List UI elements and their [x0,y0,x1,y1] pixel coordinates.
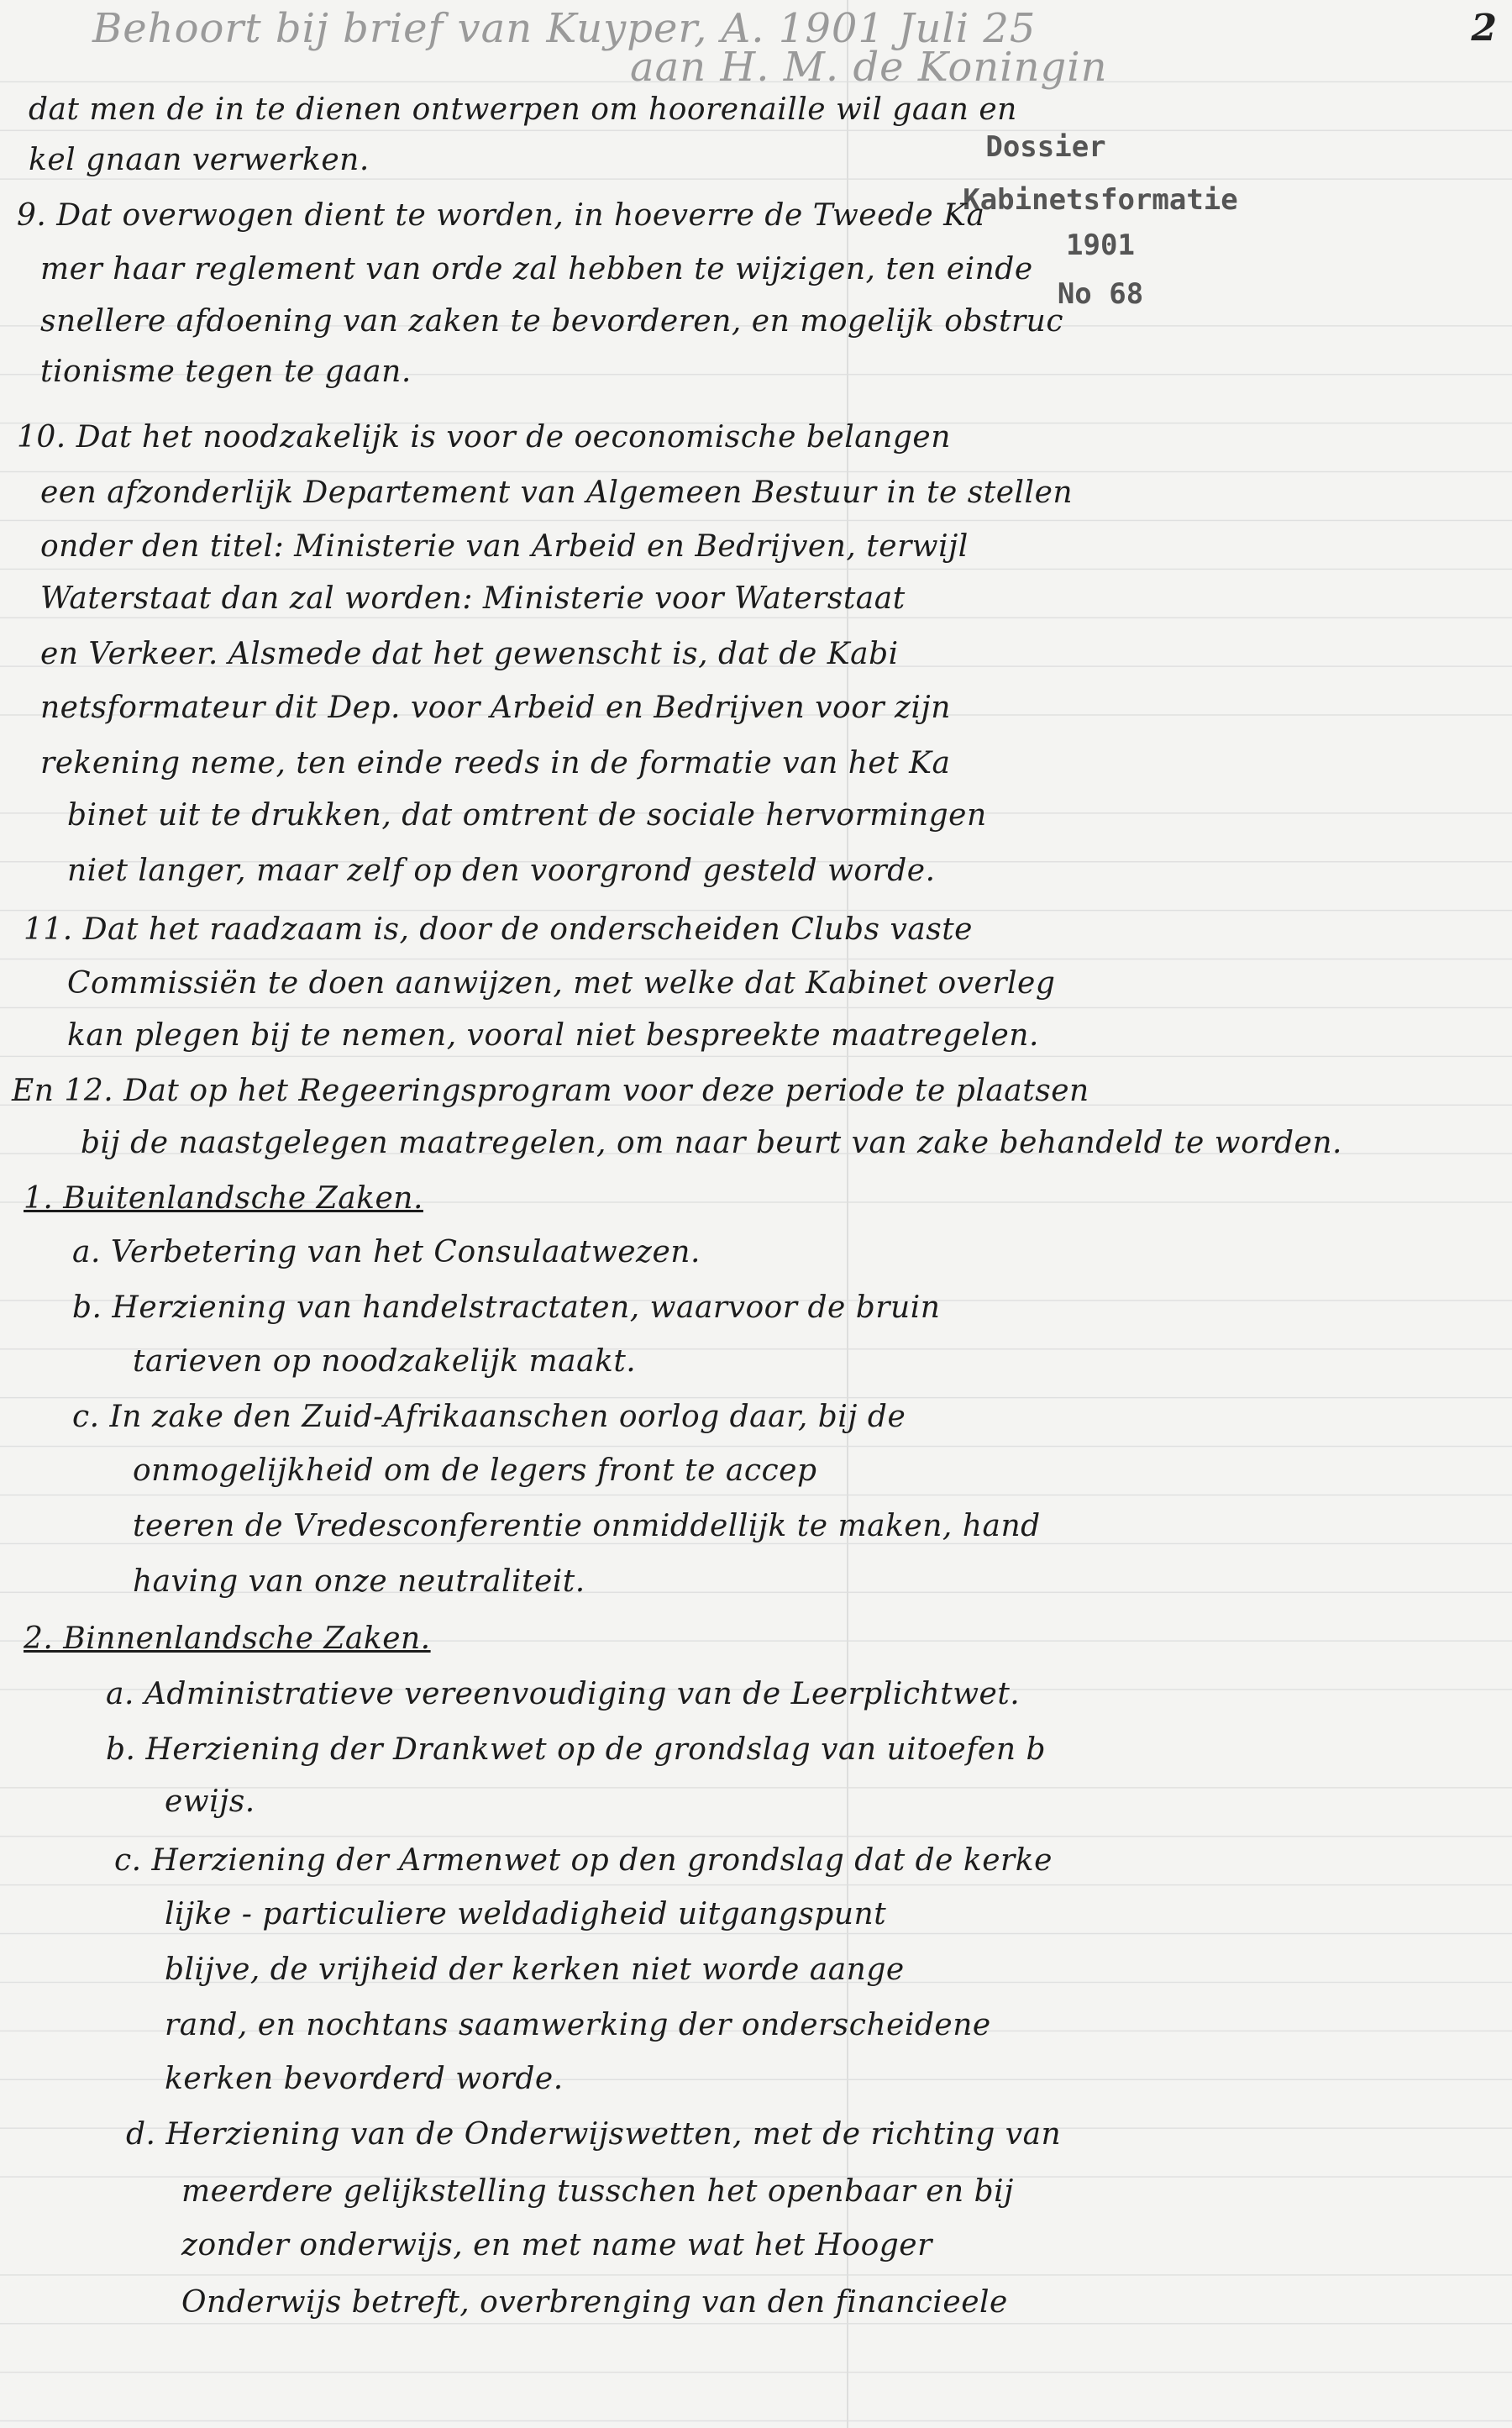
text-line: a. Administratieve vereenvoudiging van de Leerplichtwet. [106,1677,1021,1711]
text-line: dat men de in te dienen ontwerpen om hoorenaille wil gaan en [29,92,1017,127]
text-line: netsformateur dit Dep. voor Arbeid en Bedrijven voor zijn [40,691,951,725]
text-line: mer haar reglement van orde zal hebben te wijzigen, ten einde [40,252,1033,286]
text-line: niet langer, maar zelf op den voorgrond gesteld worde. [67,854,936,888]
text-line: Commissiën te doen aanwijzen, met welke dat Kabinet overleg [67,966,1056,1001]
text-line: a. Verbetering van het Consulaatwezen. [72,1235,701,1269]
text-line: onmogelijkheid om de legers front te accep [133,1453,817,1488]
stamp-number: No 68 [1057,277,1144,311]
text-line: zonder onderwijs, en met name wat het Hooger [181,2228,932,2262]
text-line: b. Herziening der Drankwet op de grondslag van uitoefen b [106,1732,1046,1767]
section-heading: 2. Binnenlandsche Zaken. [24,1621,431,1656]
text-line: kan plegen bij te nemen, vooral niet bespreekte maatregelen. [67,1018,1039,1053]
text-line: tarieven op noodzakelijk maakt. [133,1344,637,1379]
text-line: Waterstaat dan zal worden: Ministerie voor Waterstaat [40,581,906,616]
text-line: rand, en nochtans saamwerking der onderscheidene [165,2008,991,2042]
stamp-year: 1901 [1066,229,1135,262]
text-line: 10. Dat het noodzakelijk is voor de oeconomische belangen [17,420,951,455]
text-line: tionisme tegen te gaan. [40,355,412,389]
text-line: ewijs. [165,1784,255,1819]
text-line: snellere afdoening van zaken te bevorderen, en mogelijk obstruc [40,304,1064,339]
text-line: b. Herziening van handelstractaten, waarvoor de bruin [72,1290,941,1325]
text-line: 11. Dat het raadzaam is, door de onderscheiden Clubs vaste [24,912,973,947]
text-line: binet uit te drukken, dat omtrent de sociale hervormingen [67,798,987,833]
stamp-dossier: Dossier [985,130,1106,164]
text-line: d. Herziening van de Onderwijswetten, met de richting van [126,2117,1062,2152]
text-line: 9. Dat overwogen dient te worden, in hoeverre de Tweede Ka [17,198,985,233]
text-line: having van onze neutraliteit. [133,1564,585,1599]
text-line: onder den titel: Ministerie van Arbeid en Bedrijven, terwijl [40,529,969,564]
page-number: 2 [1471,7,1497,50]
text-line: en Verkeer. Alsmede dat het gewenscht is, dat de Kabi [40,637,899,671]
text-line: bij de naastgelegen maatregelen, om naar beurt van zake behandeld te worden. [81,1126,1342,1160]
archive-annotation-line1: Behoort bij brief van Kuyper, A. 1901 Juli 25 [92,5,1037,52]
section-heading: 1. Buitenlandsche Zaken. [24,1181,423,1216]
stamp-kabinetsformatie: Kabinetsformatie [963,183,1238,217]
text-line: Onderwijs betreft, overbrenging van den financieele [181,2285,1008,2320]
text-line: blijve, de vrijheid der kerken niet worde aange [165,1952,905,1987]
text-line: rekening neme, ten einde reeds in de formatie van het Ka [40,746,951,780]
text-line: kerken bevorderd worde. [165,2062,564,2096]
text-line: een afzonderlijk Departement van Algemeen Bestuur in te stellen [40,476,1074,510]
text-line: En 12. Dat op het Regeeringsprogram voor deze periode te plaatsen [12,1074,1089,1108]
text-line: c. Herziening der Armenwet op den grondslag dat de kerke [114,1843,1053,1878]
text-line: kel gnaan verwerken. [29,143,370,177]
text-line: lijke - particuliere weldadigheid uitgangspunt [165,1897,887,1931]
text-line: meerdere gelijkstelling tusschen het openbaar en bij [181,2174,1014,2209]
archive-annotation-line2: aan H. M. de Koningin [630,44,1108,91]
margin-line [847,0,848,2428]
text-line: c. In zake den Zuid-Afrikaanschen oorlog daar, bij de [72,1400,906,1434]
text-line: teeren de Vredesconferentie onmiddellijk te maken, hand [133,1509,1041,1543]
